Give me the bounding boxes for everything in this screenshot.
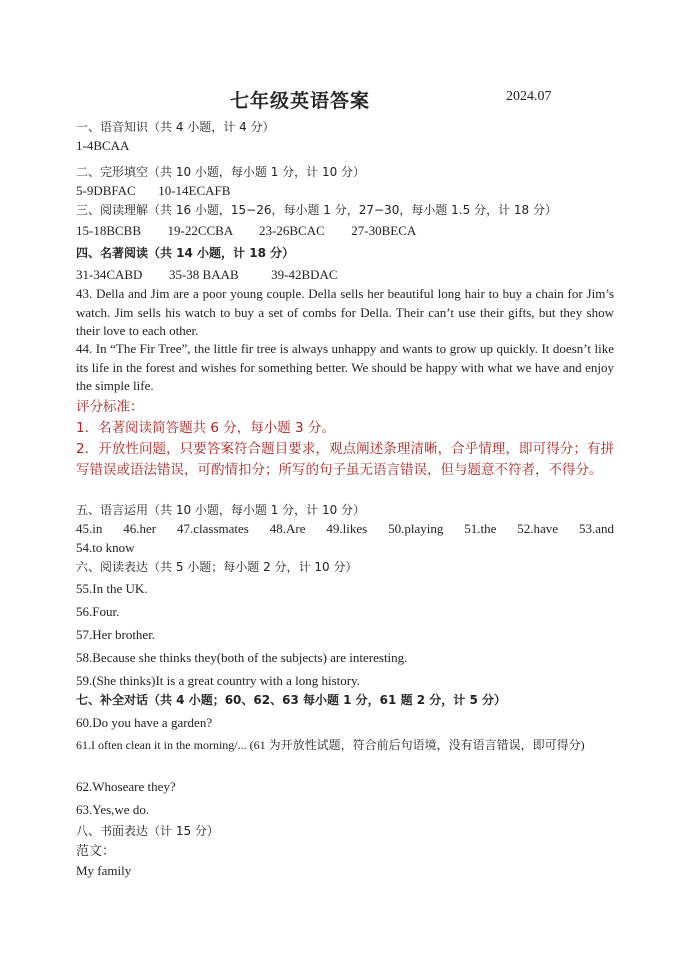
section-2-answers bbox=[76, 182, 230, 200]
section-2-heading: 二、完形填空（共 10 小题，每小题 1 分，计 10 分） bbox=[76, 165, 366, 179]
answer-59: 59.(She thinks)It is a great country with a long history. bbox=[76, 673, 361, 688]
essay-title: My family bbox=[76, 863, 132, 878]
section-1-heading: 一、语音知识（共 4 小题，计 4 分） bbox=[76, 120, 275, 134]
section-8-heading: 八、书面表达（计 15 分） bbox=[76, 824, 219, 838]
list-item: 50.playing bbox=[388, 521, 444, 536]
answer-57: 57.Her brother. bbox=[76, 627, 156, 642]
answer-group: 35-38 BAAB bbox=[168, 267, 239, 282]
list-item: 46.her bbox=[123, 521, 157, 536]
list-item: 47.classmates bbox=[177, 521, 249, 536]
list-item: 48.Are bbox=[269, 521, 306, 536]
criteria-2: 2．开放性问题，只要答案符合题目要求，观点阐述条理清晰，合乎情理，即可得分；有拼写错误或语法错误，可酌情扣分；所写的句子虽无语言错误，但与题意不符者，不得分。 bbox=[76, 441, 614, 478]
list-item: 52.have bbox=[517, 521, 559, 536]
answer-56: 56.Four. bbox=[76, 604, 120, 619]
criteria-title: 评分标准： bbox=[76, 399, 144, 415]
answer-43: 43. Della and Jim are a poor young couple. Della sells her beautiful long hair to buy a chain for Jim’s watch. Jim sells his watch to buy a set of combs for Della. Their can’t use their gifts, but they show their love to each other. bbox=[76, 286, 614, 338]
answer-group: 27-30BECA bbox=[351, 223, 417, 238]
section-3-heading: 三、阅读理解（共 16 小题，15−26，每小题 1 分，27−30，每小题 1.5 分，计 18 分） bbox=[76, 203, 557, 217]
answer-58: 58.Because she thinks they(both of the subjects) are interesting. bbox=[76, 650, 408, 665]
section-7-heading: 七、补全对话（共 4 小题；60、62、63 每小题 1 分，61 题 2 分，计 5 分） bbox=[76, 693, 506, 707]
section-3-answers bbox=[76, 222, 416, 240]
answer-55: 55.In the UK. bbox=[76, 581, 148, 596]
date-label: 2024.07 bbox=[506, 89, 552, 104]
answer-group: 10-14ECAFB bbox=[158, 183, 231, 198]
section-5-heading: 五、语言运用（共 10 小题，每小题 1 分，计 10 分） bbox=[76, 503, 366, 517]
answer-group: 19-22CCBA bbox=[167, 223, 233, 238]
list-item: 53.and bbox=[578, 521, 614, 536]
list-item: 45.in bbox=[76, 521, 103, 536]
answer-group: 39-42BDAC bbox=[271, 267, 338, 282]
answer-group: 15-18BCBB bbox=[76, 223, 142, 238]
section-6-heading: 六、阅读表达（共 5 小题；每小题 2 分，计 10 分） bbox=[76, 560, 358, 574]
section-5-answers bbox=[76, 520, 614, 538]
answer-group: 31-34CABD bbox=[76, 267, 143, 282]
page-title: 七年级英语答案 bbox=[230, 90, 371, 112]
header bbox=[76, 86, 614, 110]
answer-61: 61.I often clean it in the morning/... (61 为开放性试题，符合前后句语境，没有语言错误，即可得分) bbox=[76, 738, 585, 752]
section-4-heading: 四、名著阅读（共 14 小题，计 18 分） bbox=[76, 246, 295, 260]
section-1-answers: 1-4BCAA bbox=[76, 138, 130, 153]
answer-group: 5-9DBFAC bbox=[76, 183, 136, 198]
sample-label: 范文： bbox=[76, 844, 116, 859]
section-4-answers bbox=[76, 266, 338, 284]
list-item: 49.likes bbox=[326, 521, 368, 536]
answer-60: 60.Do you have a garden? bbox=[76, 715, 213, 730]
answer-group: 23-26BCAC bbox=[259, 223, 325, 238]
answer-54: 54.to know bbox=[76, 540, 135, 555]
answer-62: 62.Whoseare they? bbox=[76, 779, 176, 794]
answer-63: 63.Yes,we do. bbox=[76, 802, 150, 817]
criteria-1: 1．名著阅读简答题共 6 分，每小题 3 分。 bbox=[76, 420, 335, 436]
list-item: 51.the bbox=[464, 521, 497, 536]
answer-44: 44. In “The Fir Tree”, the little fir tree is always unhappy and wants to grow up quickly. It doesn’t like its life in the forest and wishes for something better. We should be happy with what we have and enjoy the simple life. bbox=[76, 341, 614, 393]
